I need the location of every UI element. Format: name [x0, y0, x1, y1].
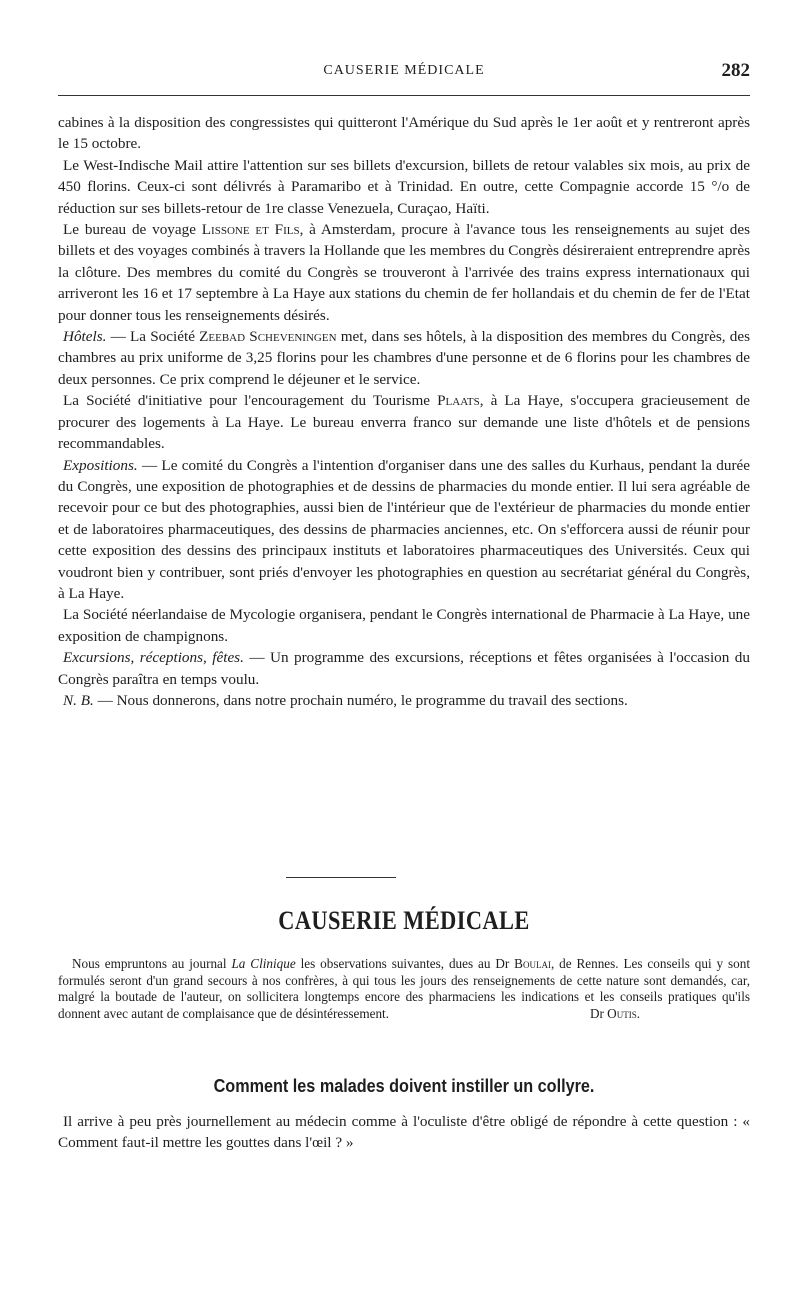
text-run: les observations suivantes, dues au Dr	[295, 956, 515, 971]
article-subtitle: Comment les malades doivent instiller un collyre.	[213, 1076, 595, 1096]
paragraph-west-indische-mail: Le West-Indische Mail attire l'attention sur ses billets d'excursion, billets de retour valables six mois, au prix de 450 florins. Ceux-ci sont délivrés à Paramaribo et à Trinidad. En outre, cette Compagnie accorde 15 °/o de réduction sur ses billets-retour de 1re classe Venezuela, Curaçao, Haïti.	[58, 156, 750, 217]
text-run: , de Rennes. Les conseils qui y sont formulés seront d'un grand secours à nos confrères, à qui tous les jours des renseignements de cette nature sont demandés, car, malgré la boutade de l'auteur, on sollicitera longtemps encore des pharmaciens les indications et les conseils pratiques qu'ils donnent avec autant de complaisance que de désintéressement.	[58, 956, 750, 1021]
paragraph-nb	[58, 690, 750, 711]
paragraph-bureau-voyage	[58, 219, 750, 326]
paragraph-lead: Expositions.	[63, 456, 138, 474]
author-name: Boulai	[514, 956, 551, 971]
paragraph-cabines: cabines à la disposition des congressistes qui quitteront l'Amérique du Sud après le 1er août et y rentreront après le 15 octobre.	[58, 114, 750, 153]
text-run: met, dans ses hôtels, à la disposition des membres du Congrès, des chambres au prix uniforme de 3,25 florins pour les chambres d'une personne et de 6 florins pour les chambres de deux personnes. Ce prix comprend le déjeuner et le service.	[58, 328, 750, 388]
text-run: — Nous donnerons, dans notre prochain numéro, le programme du travail des sections.	[93, 691, 628, 709]
company-name: Lissone et Fils	[201, 221, 300, 239]
opening-paragraph: Il arrive à peu près journellement au médecin comme à l'oculiste d'être obligé de répondre à cette question : « Comment faut-il mettre les gouttes dans l'œil ? »	[58, 1113, 750, 1151]
text-run: — La Société	[106, 328, 200, 346]
signature-end: .	[636, 1005, 640, 1021]
paragraph-mycologie: La Société néerlandaise de Mycologie organisera, pendant le Congrès international de Pharmacie à La Haye, une exposition de champignons.	[58, 606, 750, 645]
running-title: CAUSERIE MÉDICALE	[323, 63, 485, 78]
article-opening	[58, 1111, 750, 1153]
paragraph-expositions	[58, 455, 750, 605]
paragraph-excursions	[58, 647, 750, 690]
paragraph-tourisme	[58, 390, 750, 454]
journal-name: La Clinique	[231, 956, 296, 971]
company-name: Zeebad Scheveningen	[199, 328, 337, 346]
text-run: Le bureau de voyage	[63, 221, 202, 239]
signature-title: Dr	[589, 1005, 608, 1021]
paragraph-hotels	[58, 326, 750, 390]
signature	[576, 1006, 640, 1023]
section-separator	[286, 877, 396, 878]
page	[58, 0, 750, 1303]
text-run: — Un programme des excursions, réceptions et fêtes organisées à l'occasion du Congrès paraîtra en temps voulu.	[58, 649, 750, 688]
text-run: Nous empruntons au journal	[72, 956, 232, 971]
text-run: — Le comité du Congrès a l'intention d'organiser dans une des salles du Kurhaus, pendant la durée du Congrès, une exposition de photographies et de dessins de pharmacies du monde entier. Il lui sera agréable de recevoir pour ce but des photographies, aussi bien de l'intérieur que de l'extérieur de pharmacies du monde entier et de laboratoires pharmaceutiques, des dessins de pharmacies anciennes, etc. On s'efforcera aussi de réunir pour cette exposition des dessins des principaux instituts et laboratoires pharmaceutiques des Universités. Ceux qui voudront bien y contribuer, sont priés d'envoyer les photographies en question au secrétariat général du Congrès, à La Haye.	[58, 456, 750, 602]
running-head	[58, 60, 750, 84]
text-run: La Société d'initiative pour l'encouragement du Tourisme	[63, 392, 438, 410]
article-body	[58, 112, 750, 711]
paragraph-lead: Hôtels.	[63, 328, 107, 346]
intro-paragraph	[58, 956, 750, 1022]
signature-name: Outis	[607, 1005, 637, 1021]
section-title: CAUSERIE MÉDICALE	[278, 906, 530, 935]
paragraph-lead: N. B.	[63, 691, 94, 709]
text-run: , à Amsterdam, procure à l'avance tous les renseignements au sujet des billets et des voyages combinés à travers la Hollande que les membres du Congrès désireraient entreprendre après la clôture. Des membres du comité du Congrès se trouveront à l'arrivée des trains express internationaux qui arriveront les 16 et 17 septembre à La Haye aux stations du chemin de fer hollandais et du chemin de fer de l'Etat pour donner tous les renseignements désirés.	[58, 221, 750, 324]
header-rule	[58, 95, 750, 96]
text-run: , à La Haye, s'occupera gracieusement de procurer des logements à La Haye. Le bureau enverra franco sur demande une liste d'hôtels et de pensions recommandables.	[58, 392, 750, 453]
company-name: Plaats	[437, 392, 480, 410]
page-number: 282	[721, 60, 750, 81]
paragraph-lead: Excursions, réceptions, fêtes.	[63, 649, 244, 667]
causerie-intro	[58, 956, 750, 1022]
